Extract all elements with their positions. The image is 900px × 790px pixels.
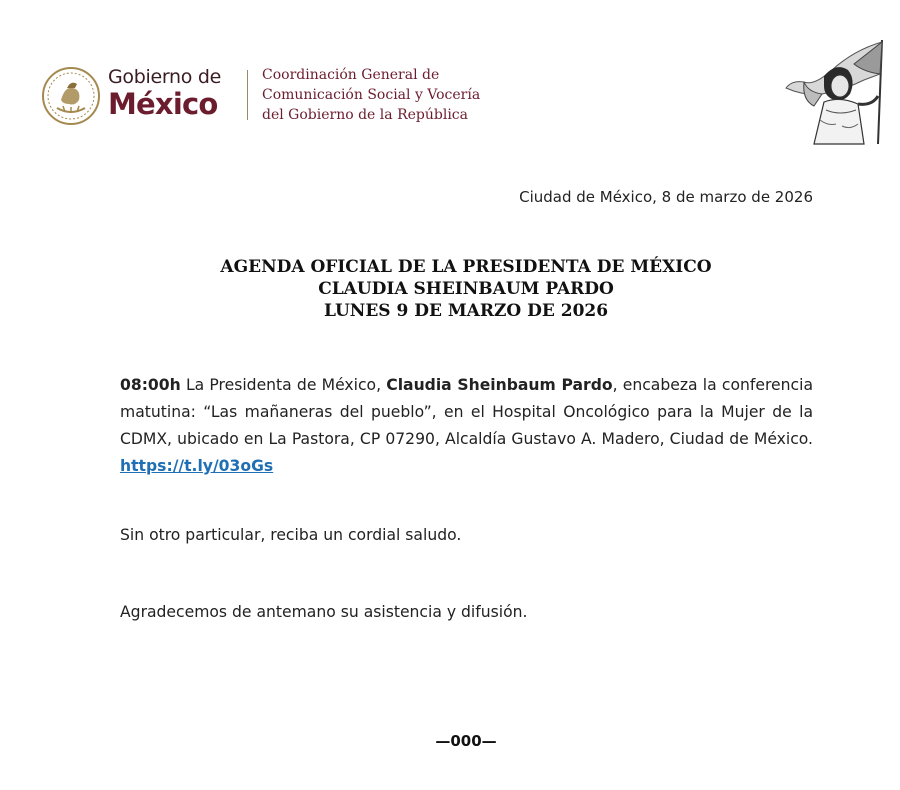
title-line3: LUNES 9 DE MARZO DE 2026 bbox=[323, 301, 609, 321]
agenda-text-a: La Presidenta de México, bbox=[180, 376, 387, 394]
wordmark-line1: Gobierno de bbox=[108, 66, 222, 88]
government-wordmark bbox=[108, 66, 232, 120]
wordmark-line2: México bbox=[108, 87, 218, 121]
agenda-text-b: , encabeza la conferencia matutina: “Las mañaneras del pueblo”, en el Hospital Oncológico para la Mujer de la CDMX, ubicado en La Pastora, CP 07290, Alcaldía Gustavo A. Madero, Ciudad de México. bbox=[120, 376, 813, 448]
agenda-link[interactable]: https://t.ly/03oGs bbox=[120, 457, 274, 475]
title-line2: CLAUDIA SHEINBAUM PARDO bbox=[318, 279, 614, 299]
woman-with-flag-icon bbox=[784, 36, 890, 146]
document-title bbox=[100, 256, 832, 322]
coordination-line2: Comunicación Social y Vocería bbox=[262, 87, 481, 103]
agenda-time: 08:00h bbox=[120, 376, 181, 394]
coordination-line1: Coordinación General de bbox=[262, 67, 440, 83]
closing-greeting: Sin otro particular, reciba un cordial saludo. bbox=[120, 526, 462, 544]
document-date: Ciudad de México, 8 de marzo de 2026 bbox=[519, 188, 813, 206]
end-mark: —000— bbox=[435, 732, 497, 750]
agenda-name: Claudia Sheinbaum Pardo bbox=[386, 376, 613, 394]
title-line1: AGENDA OFICIAL DE LA PRESIDENTA DE MÉXICO bbox=[220, 257, 712, 277]
coordination-line3: del Gobierno de la República bbox=[262, 107, 468, 123]
agenda-entry bbox=[120, 372, 813, 480]
header-divider bbox=[247, 70, 248, 120]
closing-thanks: Agradecemos de antemano su asistencia y difusión. bbox=[120, 603, 528, 621]
coordination-name bbox=[262, 65, 552, 125]
letterhead bbox=[0, 0, 900, 160]
national-seal-icon bbox=[41, 66, 101, 126]
